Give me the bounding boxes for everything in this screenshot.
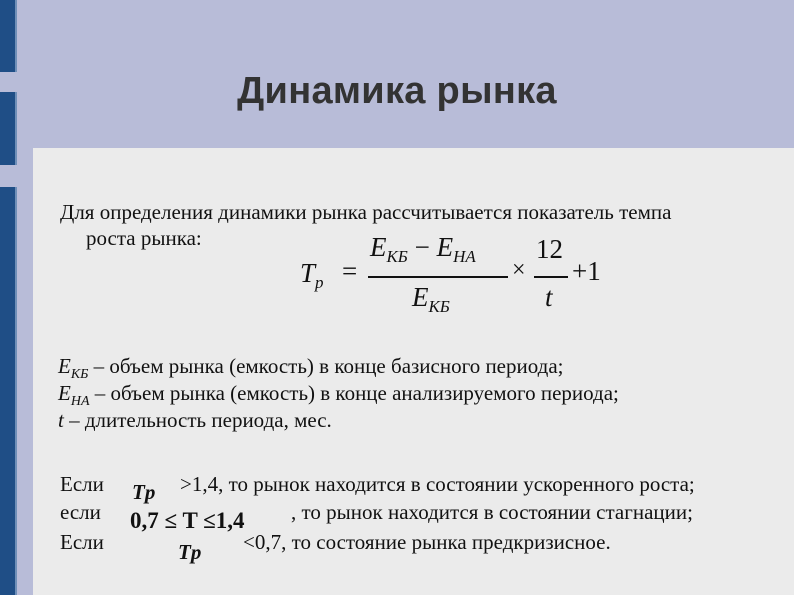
- inline-stagnation-range: 0,7 ≤ T ≤1,4: [130, 508, 245, 533]
- definition-ena: $E_{НА}$ – объем рынка (емкость) в конце анализируемого периода;: [58, 381, 619, 409]
- formula-equals: =: [342, 256, 358, 286]
- condition-2-prefix: если: [60, 500, 101, 524]
- intro-line-2: роста рынка:: [86, 226, 202, 250]
- condition-1-prefix: Если: [60, 472, 104, 496]
- growth-rate-formula: [300, 230, 620, 325]
- decor-bar-bottom: [0, 187, 17, 595]
- condition-3-prefix: Если: [60, 530, 104, 554]
- condition-1-text: >1,4, то рынок находится в состоянии ускоренного роста;: [180, 472, 695, 496]
- condition-3-text: <0,7, то состояние рынка предкризисное.: [243, 530, 611, 554]
- intro-line-1: Для определения динамики рынка рассчитывается показатель темпа: [60, 200, 672, 224]
- formula-frac2-numerator: 12: [536, 234, 563, 264]
- definition-ekb: $E_{КБ}$ – объем рынка (емкость) в конце базисного периода;: [58, 354, 564, 382]
- inline-tp-1: Tp: [132, 480, 156, 504]
- formula-frac2-denominator: t: [545, 282, 553, 312]
- formula-fraction-bar: [368, 276, 508, 278]
- formula-lhs: $T_p$: [300, 258, 324, 292]
- inline-tp-3: Tp: [178, 540, 202, 564]
- formula-numerator: $E_{КБ} - E_{НА}$: [370, 232, 476, 266]
- decor-bar-top: [0, 0, 17, 72]
- condition-2-text: , то рынок находится в состоянии стагнации;: [291, 500, 693, 524]
- definition-t: t – длительность периода, мес.: [58, 408, 332, 432]
- slide-title: Динамика рынка: [237, 70, 557, 112]
- formula-denominator: $E_{КБ}$: [412, 282, 450, 316]
- formula-fraction-bar-2: [534, 276, 568, 278]
- formula-times: ×: [512, 257, 526, 283]
- formula-plus-one: +1: [572, 256, 601, 286]
